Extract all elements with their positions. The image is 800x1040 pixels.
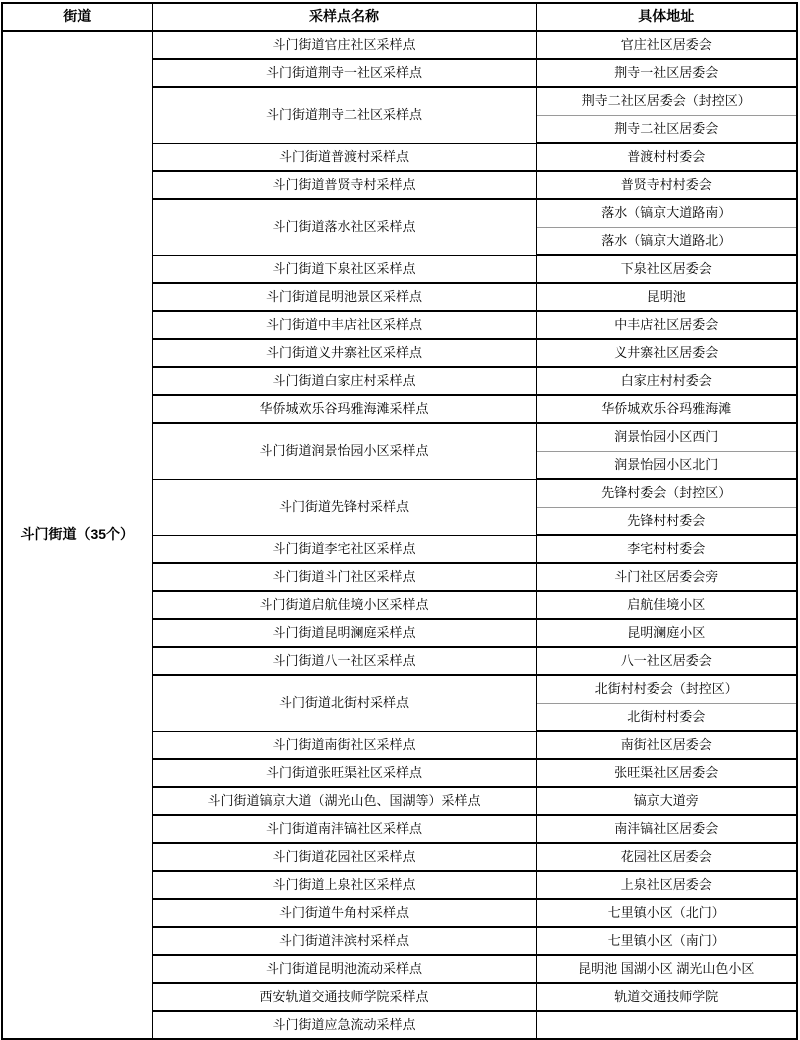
address-cell: 斗门社区居委会旁: [536, 563, 797, 591]
address-cell: 昆明澜庭小区: [536, 619, 797, 647]
site-name-cell: 斗门街道南沣镐社区采样点: [152, 815, 536, 843]
site-name-cell: 斗门街道先锋村采样点: [152, 479, 536, 535]
col-header-site-name: 采样点名称: [152, 3, 536, 31]
address-cell: 荆寺二社区居委会: [536, 115, 797, 143]
col-header-street: 街道: [2, 3, 152, 31]
address-cell: 润景怡园小区西门: [536, 423, 797, 451]
site-name-cell: 斗门街道白家庄村采样点: [152, 367, 536, 395]
address-cell: 上泉社区居委会: [536, 871, 797, 899]
site-name-cell: 斗门街道荆寺一社区采样点: [152, 59, 536, 87]
address-cell: 花园社区居委会: [536, 843, 797, 871]
address-cell: 启航佳境小区: [536, 591, 797, 619]
address-cell: 张旺渠社区居委会: [536, 759, 797, 787]
address-cell: 轨道交通技师学院: [536, 983, 797, 1011]
site-name-cell: 斗门街道镐京大道（湖光山色、国湖等）采样点: [152, 787, 536, 815]
address-cell: 镐京大道旁: [536, 787, 797, 815]
street-cell: 斗门街道（35个）: [2, 31, 152, 1039]
site-name-cell: 斗门街道荆寺二社区采样点: [152, 87, 536, 143]
address-cell: 昆明池: [536, 283, 797, 311]
table-header: [2, 3, 797, 31]
sampling-points-table: [1, 2, 798, 1040]
site-name-cell: 西安轨道交通技师学院采样点: [152, 983, 536, 1011]
address-cell: 落水（镐京大道路北）: [536, 227, 797, 255]
address-cell: 官庄社区居委会: [536, 31, 797, 59]
site-name-cell: 斗门街道沣滨村采样点: [152, 927, 536, 955]
site-name-cell: 斗门街道中丰店社区采样点: [152, 311, 536, 339]
address-cell: 落水（镐京大道路南）: [536, 199, 797, 227]
address-cell: 华侨城欢乐谷玛雅海滩: [536, 395, 797, 423]
address-cell: 白家庄村村委会: [536, 367, 797, 395]
address-cell: 普渡村村委会: [536, 143, 797, 171]
site-name-cell: 斗门街道八一社区采样点: [152, 647, 536, 675]
site-name-cell: 斗门街道昆明池流动采样点: [152, 955, 536, 983]
address-cell: 荆寺一社区居委会: [536, 59, 797, 87]
site-name-cell: 斗门街道落水社区采样点: [152, 199, 536, 255]
address-cell: 义井寨社区居委会: [536, 339, 797, 367]
site-name-cell: 斗门街道普贤寺村采样点: [152, 171, 536, 199]
site-name-cell: 斗门街道普渡村采样点: [152, 143, 536, 171]
table-row: [2, 31, 797, 59]
site-name-cell: 斗门街道下泉社区采样点: [152, 255, 536, 283]
site-name-cell: 斗门街道启航佳境小区采样点: [152, 591, 536, 619]
site-name-cell: 斗门街道南街社区采样点: [152, 731, 536, 759]
site-name-cell: 斗门街道义井寨社区采样点: [152, 339, 536, 367]
address-cell: 润景怡园小区北门: [536, 451, 797, 479]
address-cell: 八一社区居委会: [536, 647, 797, 675]
header-row: [2, 3, 797, 31]
col-header-address: 具体地址: [536, 3, 797, 31]
address-cell: 南街社区居委会: [536, 731, 797, 759]
site-name-cell: 华侨城欢乐谷玛雅海滩采样点: [152, 395, 536, 423]
site-name-cell: 斗门街道官庄社区采样点: [152, 31, 536, 59]
address-cell: 荆寺二社区居委会（封控区）: [536, 87, 797, 115]
address-cell: 先锋村委会（封控区）: [536, 479, 797, 507]
address-cell: 七里镇小区（南门）: [536, 927, 797, 955]
address-cell: 南沣镐社区居委会: [536, 815, 797, 843]
site-name-cell: 斗门街道斗门社区采样点: [152, 563, 536, 591]
site-name-cell: 斗门街道上泉社区采样点: [152, 871, 536, 899]
address-cell: 中丰店社区居委会: [536, 311, 797, 339]
site-name-cell: 斗门街道昆明澜庭采样点: [152, 619, 536, 647]
address-cell: 北街村村委会（封控区）: [536, 675, 797, 703]
address-cell: [536, 1011, 797, 1039]
site-name-cell: 斗门街道应急流动采样点: [152, 1011, 536, 1039]
address-cell: 普贤寺村村委会: [536, 171, 797, 199]
address-cell: 北街村村委会: [536, 703, 797, 731]
table-body: [2, 31, 797, 1039]
site-name-cell: 斗门街道花园社区采样点: [152, 843, 536, 871]
address-cell: 先锋村村委会: [536, 507, 797, 535]
address-cell: 七里镇小区（北门）: [536, 899, 797, 927]
site-name-cell: 斗门街道张旺渠社区采样点: [152, 759, 536, 787]
site-name-cell: 斗门街道昆明池景区采样点: [152, 283, 536, 311]
address-cell: 李宅村村委会: [536, 535, 797, 563]
address-cell: 昆明池 国湖小区 湖光山色小区: [536, 955, 797, 983]
site-name-cell: 斗门街道润景怡园小区采样点: [152, 423, 536, 479]
site-name-cell: 斗门街道北街村采样点: [152, 675, 536, 731]
document-page: [0, 2, 800, 1040]
site-name-cell: 斗门街道牛角村采样点: [152, 899, 536, 927]
site-name-cell: 斗门街道李宅社区采样点: [152, 535, 536, 563]
address-cell: 下泉社区居委会: [536, 255, 797, 283]
